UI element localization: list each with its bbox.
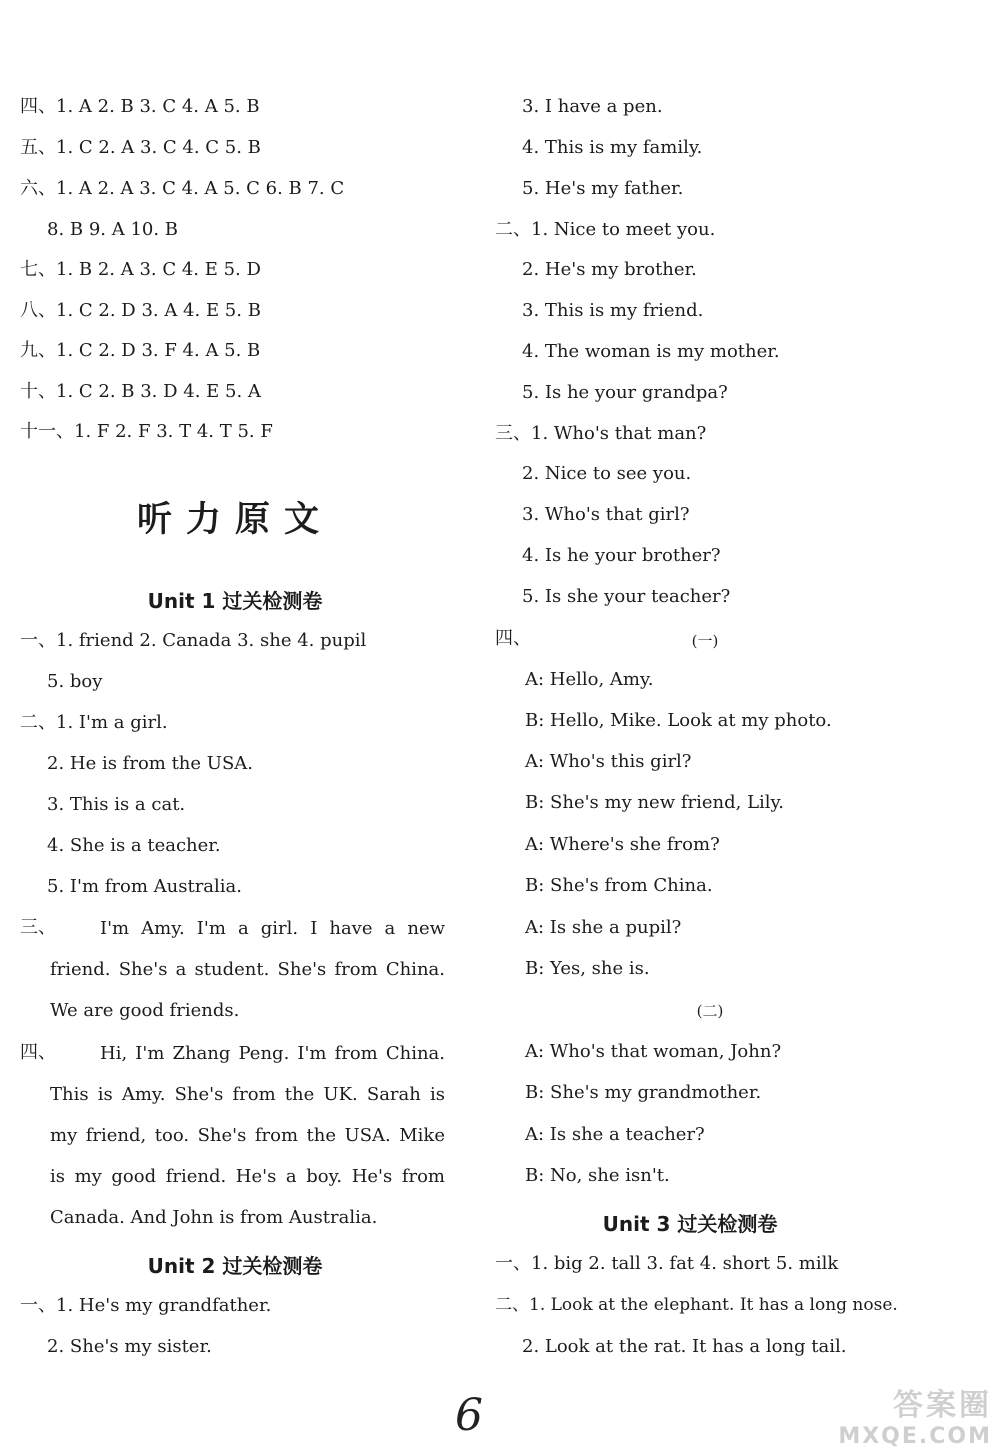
unit2-s2-item: 5. Is he your grandpa? <box>522 382 728 403</box>
unit1-s2-item: 5. I'm from Australia. <box>47 876 243 897</box>
watermark-logo-text: 答案圈 <box>893 1388 992 1423</box>
unit2-s2-item: 二、1. Nice to meet you. <box>495 219 716 240</box>
unit1-s3-label: 三、 <box>20 917 56 938</box>
unit2-s2-item: 3. This is my friend. <box>522 300 704 321</box>
unit1-s2-item: 4. She is a teacher. <box>47 835 221 856</box>
answer-line: 十、1. C 2. B 3. D 4. E 5. A <box>20 381 261 402</box>
unit1-s3-paragraph: I'm Amy. I'm a girl. I have a new friend. She's a student. She's from China. We are good friends. <box>50 918 445 1021</box>
unit2-s1-item: 4. This is my family. <box>522 137 703 158</box>
unit2-s3-item: 4. Is he your brother? <box>522 545 721 566</box>
dialogue-line: A: Hello, Amy. <box>525 669 654 690</box>
unit1-s1-cont: 5. boy <box>47 671 103 692</box>
unit1-s2-item: 3. This is a cat. <box>47 794 186 815</box>
dialogue-line: B: She's my new friend, Lily. <box>525 792 785 813</box>
answer-line: 四、1. A 2. B 3. C 4. A 5. B <box>20 96 260 117</box>
unit1-s2-item: 2. He is from the USA. <box>47 753 253 774</box>
answer-line: 8. B 9. A 10. B <box>47 219 179 240</box>
dialogue-line: A: Where's she from? <box>525 834 720 855</box>
unit1-s2-item: 二、1. I'm a girl. <box>20 712 168 733</box>
unit2-s2-item: 2. He's my brother. <box>522 259 697 280</box>
unit3-s1: 一、1. big 2. tall 3. fat 4. short 5. milk <box>495 1253 839 1274</box>
dialogue-line: B: She's from China. <box>525 875 713 896</box>
dialogue-line: A: Is she a teacher? <box>525 1124 705 1145</box>
dialogue-2-label: (二) <box>696 1002 724 1020</box>
unit2-s1-item: 2. She's my sister. <box>47 1336 212 1357</box>
answer-line: 八、1. C 2. D 3. A 4. E 5. B <box>20 300 261 321</box>
answer-line: 十一、1. F 2. F 3. T 4. T 5. F <box>20 421 273 442</box>
page-number: 6 <box>455 1390 483 1441</box>
unit3-heading: Unit 3 过关检测卷 <box>602 1212 778 1236</box>
dialogue-1-label: (一) <box>691 632 719 650</box>
unit2-s4-label: 四、 <box>495 628 531 649</box>
unit2-heading: Unit 2 过关检测卷 <box>147 1254 323 1278</box>
unit2-s3-item: 三、1. Who's that man? <box>495 423 707 444</box>
unit1-s4-paragraph: Hi, I'm Zhang Peng. I'm from China. This is Amy. She's from the UK. Sarah is my friend, too. She's from the USA. Mike is my good friend. He's a boy. He's from Canada. And John is from Australia. <box>50 1043 445 1228</box>
unit2-s3-item: 2. Nice to see you. <box>522 463 692 484</box>
unit1-s4-label: 四、 <box>20 1042 56 1063</box>
unit2-s1-item: 3. I have a pen. <box>522 96 663 117</box>
answer-line: 五、1. C 2. A 3. C 4. C 5. B <box>20 137 261 158</box>
dialogue-line: B: Yes, she is. <box>525 958 650 979</box>
unit3-s2-item: 2. Look at the rat. It has a long tail. <box>522 1336 847 1357</box>
answer-line: 九、1. C 2. D 3. F 4. A 5. B <box>20 340 261 361</box>
answer-line: 六、1. A 2. A 3. C 4. A 5. C 6. B 7. C <box>20 178 345 199</box>
answer-line: 七、1. B 2. A 3. C 4. E 5. D <box>20 259 261 280</box>
dialogue-line: A: Who's this girl? <box>525 751 692 772</box>
section-title: 听力原文 <box>136 500 333 540</box>
dialogue-line: B: No, she isn't. <box>525 1165 670 1186</box>
unit1-heading: Unit 1 过关检测卷 <box>147 589 323 613</box>
dialogue-line: A: Is she a pupil? <box>525 917 682 938</box>
dialogue-line: A: Who's that woman, John? <box>525 1041 782 1062</box>
watermark-url: MXQE.COM <box>838 1424 992 1449</box>
unit2-s1-item: 一、1. He's my grandfather. <box>20 1295 272 1316</box>
unit2-s3-item: 5. Is she your teacher? <box>522 586 731 607</box>
unit3-s2-item: 二、1. Look at the elephant. It has a long nose. <box>495 1295 898 1315</box>
dialogue-line: B: She's my grandmother. <box>525 1082 762 1103</box>
unit2-s1-item: 5. He's my father. <box>522 178 684 199</box>
watermark <box>838 1380 992 1449</box>
dialogue-line: B: Hello, Mike. Look at my photo. <box>525 710 832 731</box>
unit2-s3-item: 3. Who's that girl? <box>522 504 690 525</box>
unit2-s2-item: 4. The woman is my mother. <box>522 341 780 362</box>
unit1-s1: 一、1. friend 2. Canada 3. she 4. pupil <box>20 630 367 651</box>
